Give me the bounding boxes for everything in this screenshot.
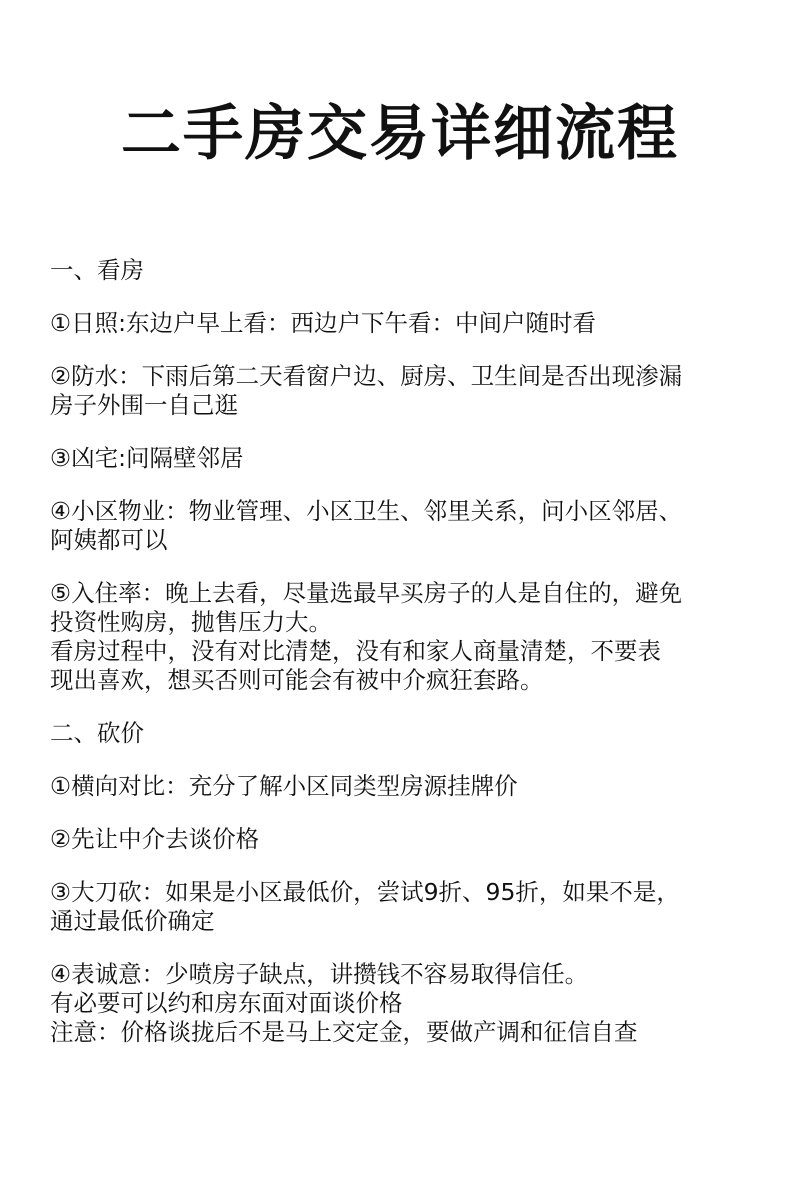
item-line: ⑤入住率：晚上去看，尽量选最早买房子的人是自住的，避免: [50, 579, 683, 607]
viewing-item-waterproof: [50, 362, 765, 420]
item-line: ①日照:东边户早上看：西边户下午看：中间户随时看: [50, 309, 596, 337]
section-heading-text: 二、砍价: [50, 719, 144, 747]
item-line: ④表诚意：少喷房子缺点，讲攒钱不容易取得信任。: [50, 960, 589, 988]
item-line: ②先让中介去谈价格: [50, 825, 260, 853]
section-heading-text: 一、看房: [50, 256, 144, 284]
page-title: 二手房交易详细流程: [121, 99, 679, 169]
item-line: 房子外围一自己逛: [50, 391, 238, 419]
section-heading-viewing: [50, 256, 765, 285]
viewing-item-property-management: [50, 497, 765, 555]
bargain-item-big-cut: [50, 878, 765, 936]
viewing-item-sunlight: [50, 309, 765, 338]
bargain-item-sincerity: [50, 960, 765, 1047]
item-line: ②防水：下雨后第二天看窗户边、厨房、卫生间是否出现渗漏: [50, 362, 683, 390]
item-line: ④小区物业：物业管理、小区卫生、邻里关系，问小区邻居、: [50, 497, 683, 525]
item-line: 注意：价格谈拢后不是马上交定金，要做产调和征信自查: [50, 1018, 638, 1046]
item-line: ③凶宅:问隔壁邻居: [50, 444, 244, 472]
viewing-item-haunted-house: [50, 444, 765, 473]
section-heading-bargain: [50, 719, 765, 748]
document-body: [50, 256, 765, 1071]
item-line: ①横向对比：充分了解小区同类型房源挂牌价: [50, 772, 518, 800]
bargain-item-comparison: [50, 772, 765, 801]
item-line: 投资性购房，抛售压力大。: [50, 608, 332, 636]
viewing-item-occupancy: [50, 579, 765, 695]
item-line: ③大刀砍：如果是小区最低价，尝试9折、95折，如果不是，: [50, 878, 680, 906]
item-line: 看房过程中，没有对比清楚，没有和家人商量清楚，不要表: [50, 637, 661, 665]
item-line: 有必要可以约和房东面对面谈价格: [50, 989, 403, 1017]
item-line: 阿姨都可以: [50, 526, 168, 554]
bargain-item-agent: [50, 825, 765, 854]
item-line: 通过最低价确定: [50, 907, 215, 935]
item-line: 现出喜欢，想买否则可能会有被中介疯狂套路。: [50, 666, 544, 694]
